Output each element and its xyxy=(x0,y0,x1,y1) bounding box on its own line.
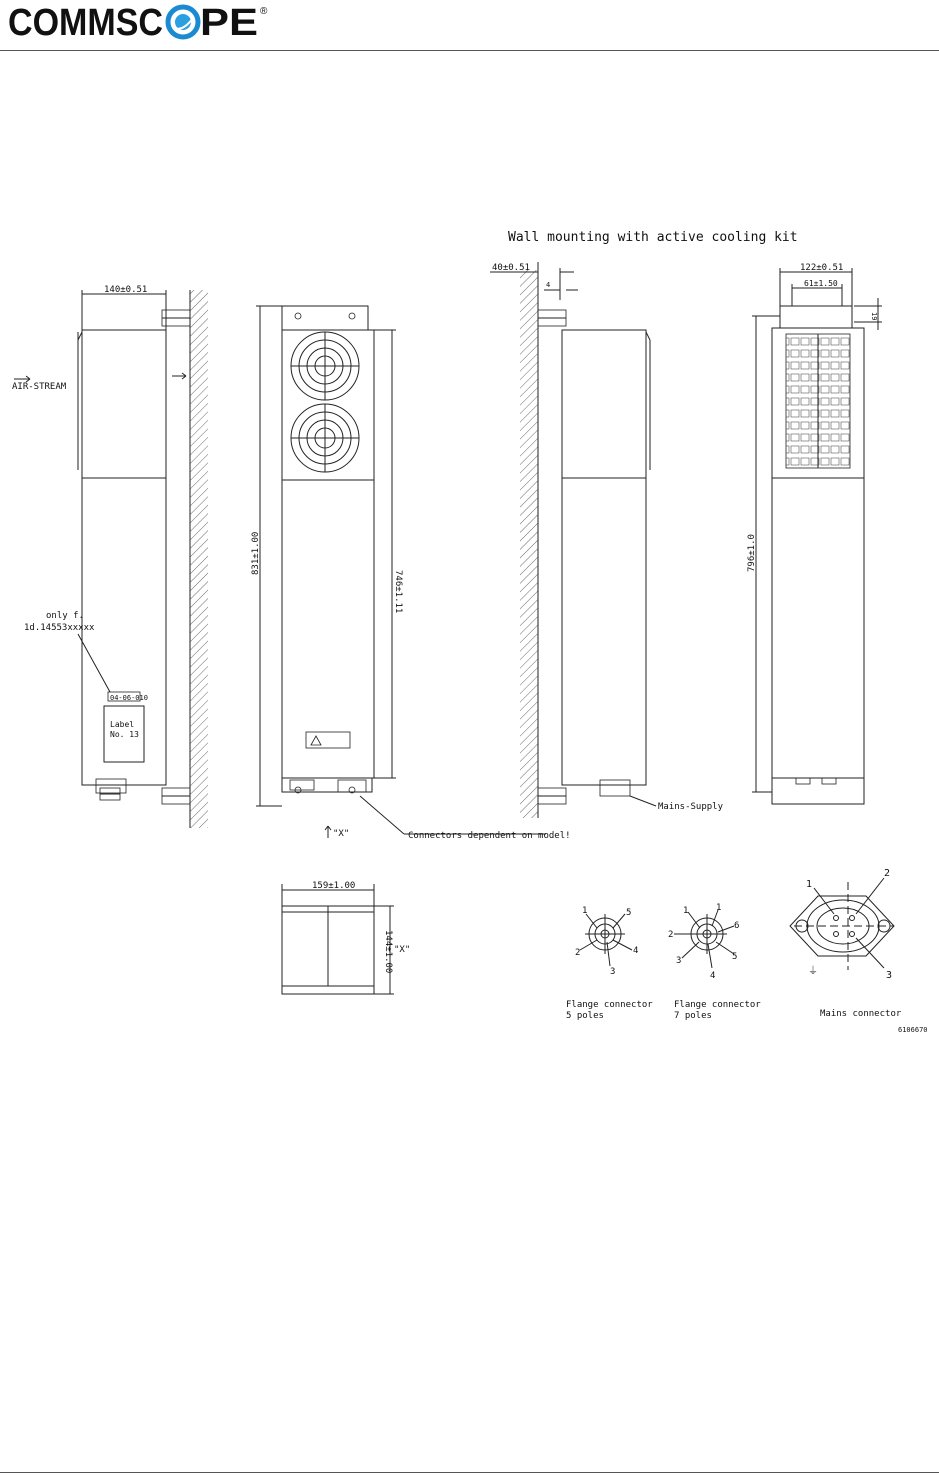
bottom-view xyxy=(282,881,410,994)
drawing-number: 6106670 xyxy=(898,1026,928,1034)
dim-front-inner: 746±1.11 xyxy=(393,570,403,614)
f5-caption-2: 5 poles xyxy=(566,1011,604,1021)
f7-pin-6: 6 xyxy=(734,921,740,931)
dim-front-height: 831±1.00 xyxy=(251,531,261,575)
f5-pin-5: 5 xyxy=(626,908,632,918)
mains-connector xyxy=(790,868,902,1019)
only-for-label-1: only f. xyxy=(46,611,84,621)
dim-rear-small: 19 xyxy=(870,312,878,321)
drawing-title: Wall mounting with active cooling kit xyxy=(508,230,798,245)
small-label: 04-06-010 xyxy=(110,694,148,702)
wall-left xyxy=(190,290,208,828)
mains-ground-icon: ⏚ xyxy=(808,966,818,977)
f7-pin-1a: 1 xyxy=(683,906,689,916)
f7-pin-5: 5 xyxy=(732,952,738,962)
logo-registered-mark: ® xyxy=(260,6,268,17)
dim-rear-height: 796±1.0 xyxy=(747,534,757,572)
label-box-text-1: Label xyxy=(110,720,135,729)
only-for-label-2: 1d.14553xxxxx xyxy=(24,623,95,633)
f7-pin-1b: 1 xyxy=(716,903,722,913)
label-box-text-2: No. 13 xyxy=(110,730,139,739)
flange-connector-7-poles xyxy=(668,903,761,1021)
footer-rule xyxy=(0,1472,939,1473)
dim-bottom-depth: 144±1.00 xyxy=(383,930,393,974)
mains-pin-3: 3 xyxy=(886,970,893,981)
f7-pin-3: 3 xyxy=(676,956,682,966)
dim-side-depth: 140±0.51 xyxy=(104,285,148,295)
f7-caption-2: 7 poles xyxy=(674,1011,712,1021)
f5-pin-4: 4 xyxy=(633,946,639,956)
dim-rear-inner: 61±1.50 xyxy=(804,279,838,288)
connectors-note: Connectors dependent on model! xyxy=(408,831,571,841)
wall-right xyxy=(520,270,538,818)
logo-text-left: COMMSC xyxy=(8,2,163,42)
logo-text-right: PE xyxy=(200,2,258,42)
f5-pin-3: 3 xyxy=(610,967,616,977)
view-x-label: "X" xyxy=(333,829,350,839)
flange-connector-5-poles xyxy=(566,906,653,1021)
f7-pin-4: 4 xyxy=(710,971,716,981)
rear-view xyxy=(747,263,882,804)
f5-caption-1: Flange connector xyxy=(566,1000,653,1010)
f5-pin-1: 1 xyxy=(582,906,588,916)
mains-pin-1: 1 xyxy=(806,879,813,890)
mains-pin-2: 2 xyxy=(884,868,891,879)
dim-wall-gap: 40±0.51 xyxy=(492,263,530,273)
mains-caption: Mains connector xyxy=(820,1009,902,1019)
side-view-right xyxy=(490,262,724,818)
airstream-label: AIR-STREAM xyxy=(12,382,67,392)
mains-supply-label: Mains-Supply xyxy=(658,802,724,812)
dim-rear-width: 122±0.51 xyxy=(800,263,844,273)
side-view-left xyxy=(12,285,208,828)
f5-pin-2: 2 xyxy=(575,948,581,958)
dim-bottom-width: 159±1.00 xyxy=(312,881,356,891)
view-x-caption: "X" xyxy=(394,945,411,955)
f7-caption-1: Flange connector xyxy=(674,1000,761,1010)
dim-wall-offset: 4 xyxy=(546,281,551,289)
f7-pin-2: 2 xyxy=(668,930,674,940)
